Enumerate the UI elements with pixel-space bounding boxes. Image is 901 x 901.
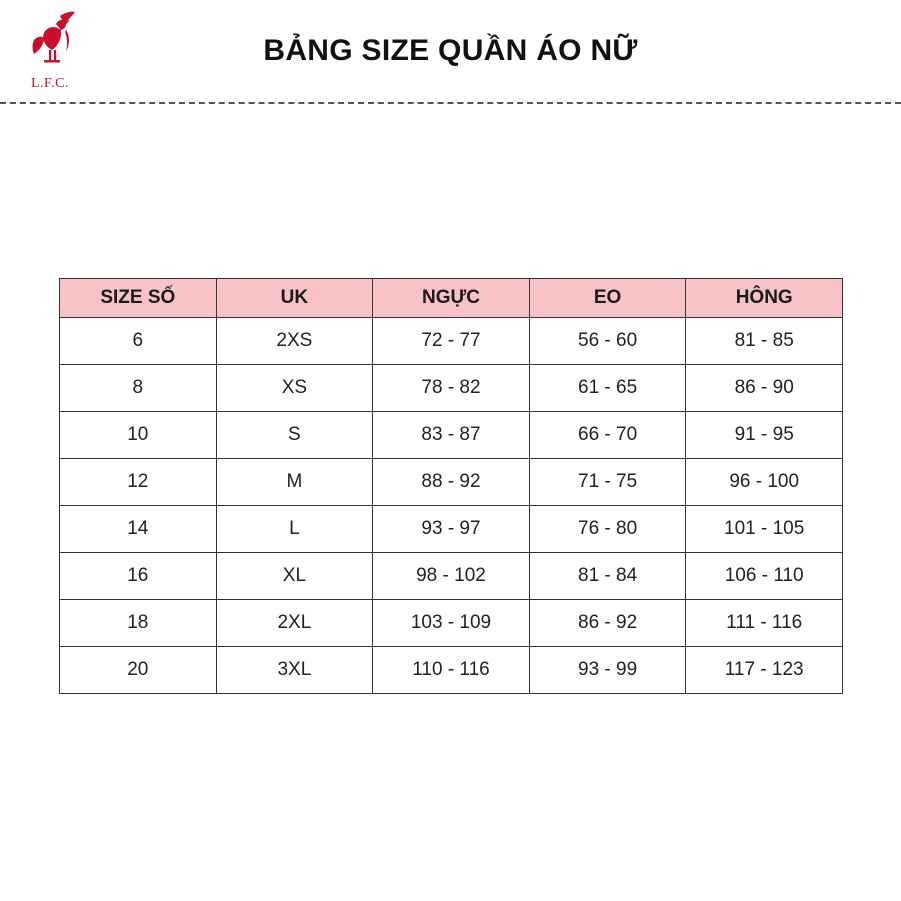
table-row xyxy=(60,459,843,506)
cell-nguc: 88 - 92 xyxy=(373,459,530,506)
cell-eo: 56 - 60 xyxy=(529,318,686,365)
cell-eo: 81 - 84 xyxy=(529,553,686,600)
cell-nguc: 78 - 82 xyxy=(373,365,530,412)
cell-eo: 76 - 80 xyxy=(529,506,686,553)
cell-nguc: 98 - 102 xyxy=(373,553,530,600)
cell-eo: 66 - 70 xyxy=(529,412,686,459)
column-header-uk: UK xyxy=(216,279,373,318)
cell-uk: XL xyxy=(216,553,373,600)
cell-hong: 81 - 85 xyxy=(686,318,843,365)
cell-size-so: 18 xyxy=(60,600,217,647)
dashed-divider xyxy=(0,102,901,104)
cell-uk: M xyxy=(216,459,373,506)
table-header-row xyxy=(60,279,843,318)
cell-nguc: 103 - 109 xyxy=(373,600,530,647)
cell-hong: 101 - 105 xyxy=(686,506,843,553)
cell-eo: 61 - 65 xyxy=(529,365,686,412)
table-row xyxy=(60,365,843,412)
cell-uk: S xyxy=(216,412,373,459)
cell-hong: 86 - 90 xyxy=(686,365,843,412)
cell-size-so: 12 xyxy=(60,459,217,506)
cell-size-so: 10 xyxy=(60,412,217,459)
cell-eo: 71 - 75 xyxy=(529,459,686,506)
cell-uk: 3XL xyxy=(216,647,373,694)
cell-size-so: 6 xyxy=(60,318,217,365)
table-row xyxy=(60,600,843,647)
cell-size-so: 20 xyxy=(60,647,217,694)
column-header-size-so: SIZE SỐ xyxy=(60,279,217,318)
column-header-hong: HÔNG xyxy=(686,279,843,318)
cell-nguc: 93 - 97 xyxy=(373,506,530,553)
cell-size-so: 16 xyxy=(60,553,217,600)
cell-hong: 96 - 100 xyxy=(686,459,843,506)
cell-size-so: 14 xyxy=(60,506,217,553)
cell-nguc: 110 - 116 xyxy=(373,647,530,694)
cell-hong: 111 - 116 xyxy=(686,600,843,647)
cell-nguc: 72 - 77 xyxy=(373,318,530,365)
cell-hong: 106 - 110 xyxy=(686,553,843,600)
table-row xyxy=(60,506,843,553)
size-table xyxy=(59,278,843,694)
cell-nguc: 83 - 87 xyxy=(373,412,530,459)
page-title: BẢNG SIZE QUẦN ÁO NỮ xyxy=(263,34,638,67)
table-row xyxy=(60,412,843,459)
cell-eo: 86 - 92 xyxy=(529,600,686,647)
cell-uk: L xyxy=(216,506,373,553)
column-header-nguc: NGỰC xyxy=(373,279,530,318)
table-row xyxy=(60,318,843,365)
cell-hong: 91 - 95 xyxy=(686,412,843,459)
table-row xyxy=(60,553,843,600)
cell-hong: 117 - 123 xyxy=(686,647,843,694)
cell-uk: XS xyxy=(216,365,373,412)
table-row xyxy=(60,647,843,694)
cell-uk: 2XS xyxy=(216,318,373,365)
lfc-logo: L.F.C. xyxy=(22,10,78,96)
column-header-eo: EO xyxy=(529,279,686,318)
cell-size-so: 8 xyxy=(60,365,217,412)
cell-uk: 2XL xyxy=(216,600,373,647)
cell-eo: 93 - 99 xyxy=(529,647,686,694)
